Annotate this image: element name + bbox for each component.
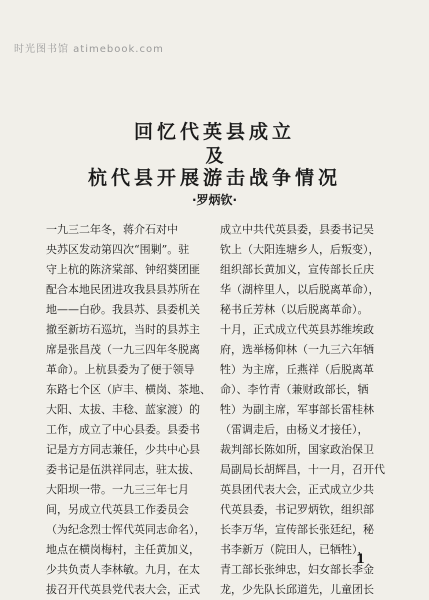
text-line: （雷调走后，由杨义才接任）， xyxy=(220,423,369,436)
text-line: 组织部长黄加义，宣传部长丘庆 xyxy=(220,263,374,276)
right-text-column xyxy=(220,220,385,600)
text-line: 东路七个区（庐丰、横岗、茶地、 xyxy=(46,383,211,396)
text-line: 代英县委，书记罗炳钦，组织部 xyxy=(220,503,374,516)
text-line: 命）、李竹青（兼财政部长，牺 xyxy=(220,383,369,396)
text-line: 守上杭的陈济棠部、钟绍葵团匪 xyxy=(46,263,200,276)
text-line: 十月，正式成立代英县苏维埃政 xyxy=(220,323,374,336)
text-line: 一九三二年冬，蒋介石对中 xyxy=(46,223,178,236)
text-line: 龙，少先队长邱道先，儿童团长 xyxy=(220,583,374,596)
text-line: 工作，成立了中心县委。县委书 xyxy=(46,423,200,436)
text-line: 记是方方同志兼任，少共中心县 xyxy=(46,443,200,456)
text-line: 英县团代表大会，正式成立少共 xyxy=(220,483,374,496)
text-line: 牲）为副主席，军事部长雷桂林 xyxy=(220,403,374,416)
text-line: 央苏区发动第四次“围剿”。驻 xyxy=(46,243,190,256)
title-line-1: 回忆代英县成立 xyxy=(133,121,295,143)
text-line: 大阳坝一带。一九三三年七月 xyxy=(46,483,189,496)
text-line: 地——白砂。我县苏、县委机关 xyxy=(46,303,200,316)
text-line: 成立中共代英县委，县委书记吴 xyxy=(220,223,374,236)
text-line: 长李万华，宣传部长张廷纪，秘 xyxy=(220,523,374,536)
text-line: 撤至新坊石巡坑，当时的县苏主 xyxy=(46,323,200,336)
text-line: 青工部长张绅忠，妇女部长李金 xyxy=(220,563,374,576)
text-line: 华（湖梓里人，以后脱离革命）， xyxy=(220,283,380,296)
title-line-2: 及 xyxy=(205,146,224,167)
text-line: 书李新万（院田人，已牺牲）， xyxy=(220,543,369,556)
author-name: ·罗炳钦· xyxy=(191,193,238,207)
page-number: 1 xyxy=(356,552,366,567)
text-line: 席是张昌茂（一九三四年冬脱离 xyxy=(46,343,200,356)
left-text-column xyxy=(46,220,211,600)
text-line: 少共负责人李林敏。九月，在太 xyxy=(46,563,200,576)
text-line: 地点在横岗梅村，主任黄加义， xyxy=(46,543,200,556)
title-line-3: 杭代县开展游击战争情况 xyxy=(87,167,341,189)
text-line: 裁判部长陈如所，国家政治保卫 xyxy=(220,443,374,456)
text-line: （为纪念烈士恽代英同志命名）， xyxy=(46,523,206,536)
text-line: 配合本地民团进攻我县县苏所在 xyxy=(46,283,200,296)
text-line: 大阳、太拔、丰稔、蓝家渡）的 xyxy=(46,403,200,416)
text-line: 钦上（大阳连塘乡人，后叛变）， xyxy=(220,243,380,256)
text-line: 间，另成立代英县工作委员会 xyxy=(46,503,189,516)
text-line: 牲）为主席，丘燕祥（后脱离革 xyxy=(220,363,374,376)
text-line: 局副局长胡辉昌，十一月，召开代 xyxy=(220,463,385,476)
text-line: 委书记是伍洪祥同志，驻太拔、 xyxy=(46,463,200,476)
text-line: 秘书丘芳林（以后脱离革命）。 xyxy=(220,303,369,316)
text-line: 革命）。上杭县委为了便于领导 xyxy=(46,363,195,376)
text-line: 拔召开代英县党代表大会，正式 xyxy=(46,583,200,596)
watermark-text: 时光图书馆 atimebook.com xyxy=(14,44,164,55)
text-line: 府，选举杨仰林（一九三六年牺 xyxy=(220,343,374,356)
